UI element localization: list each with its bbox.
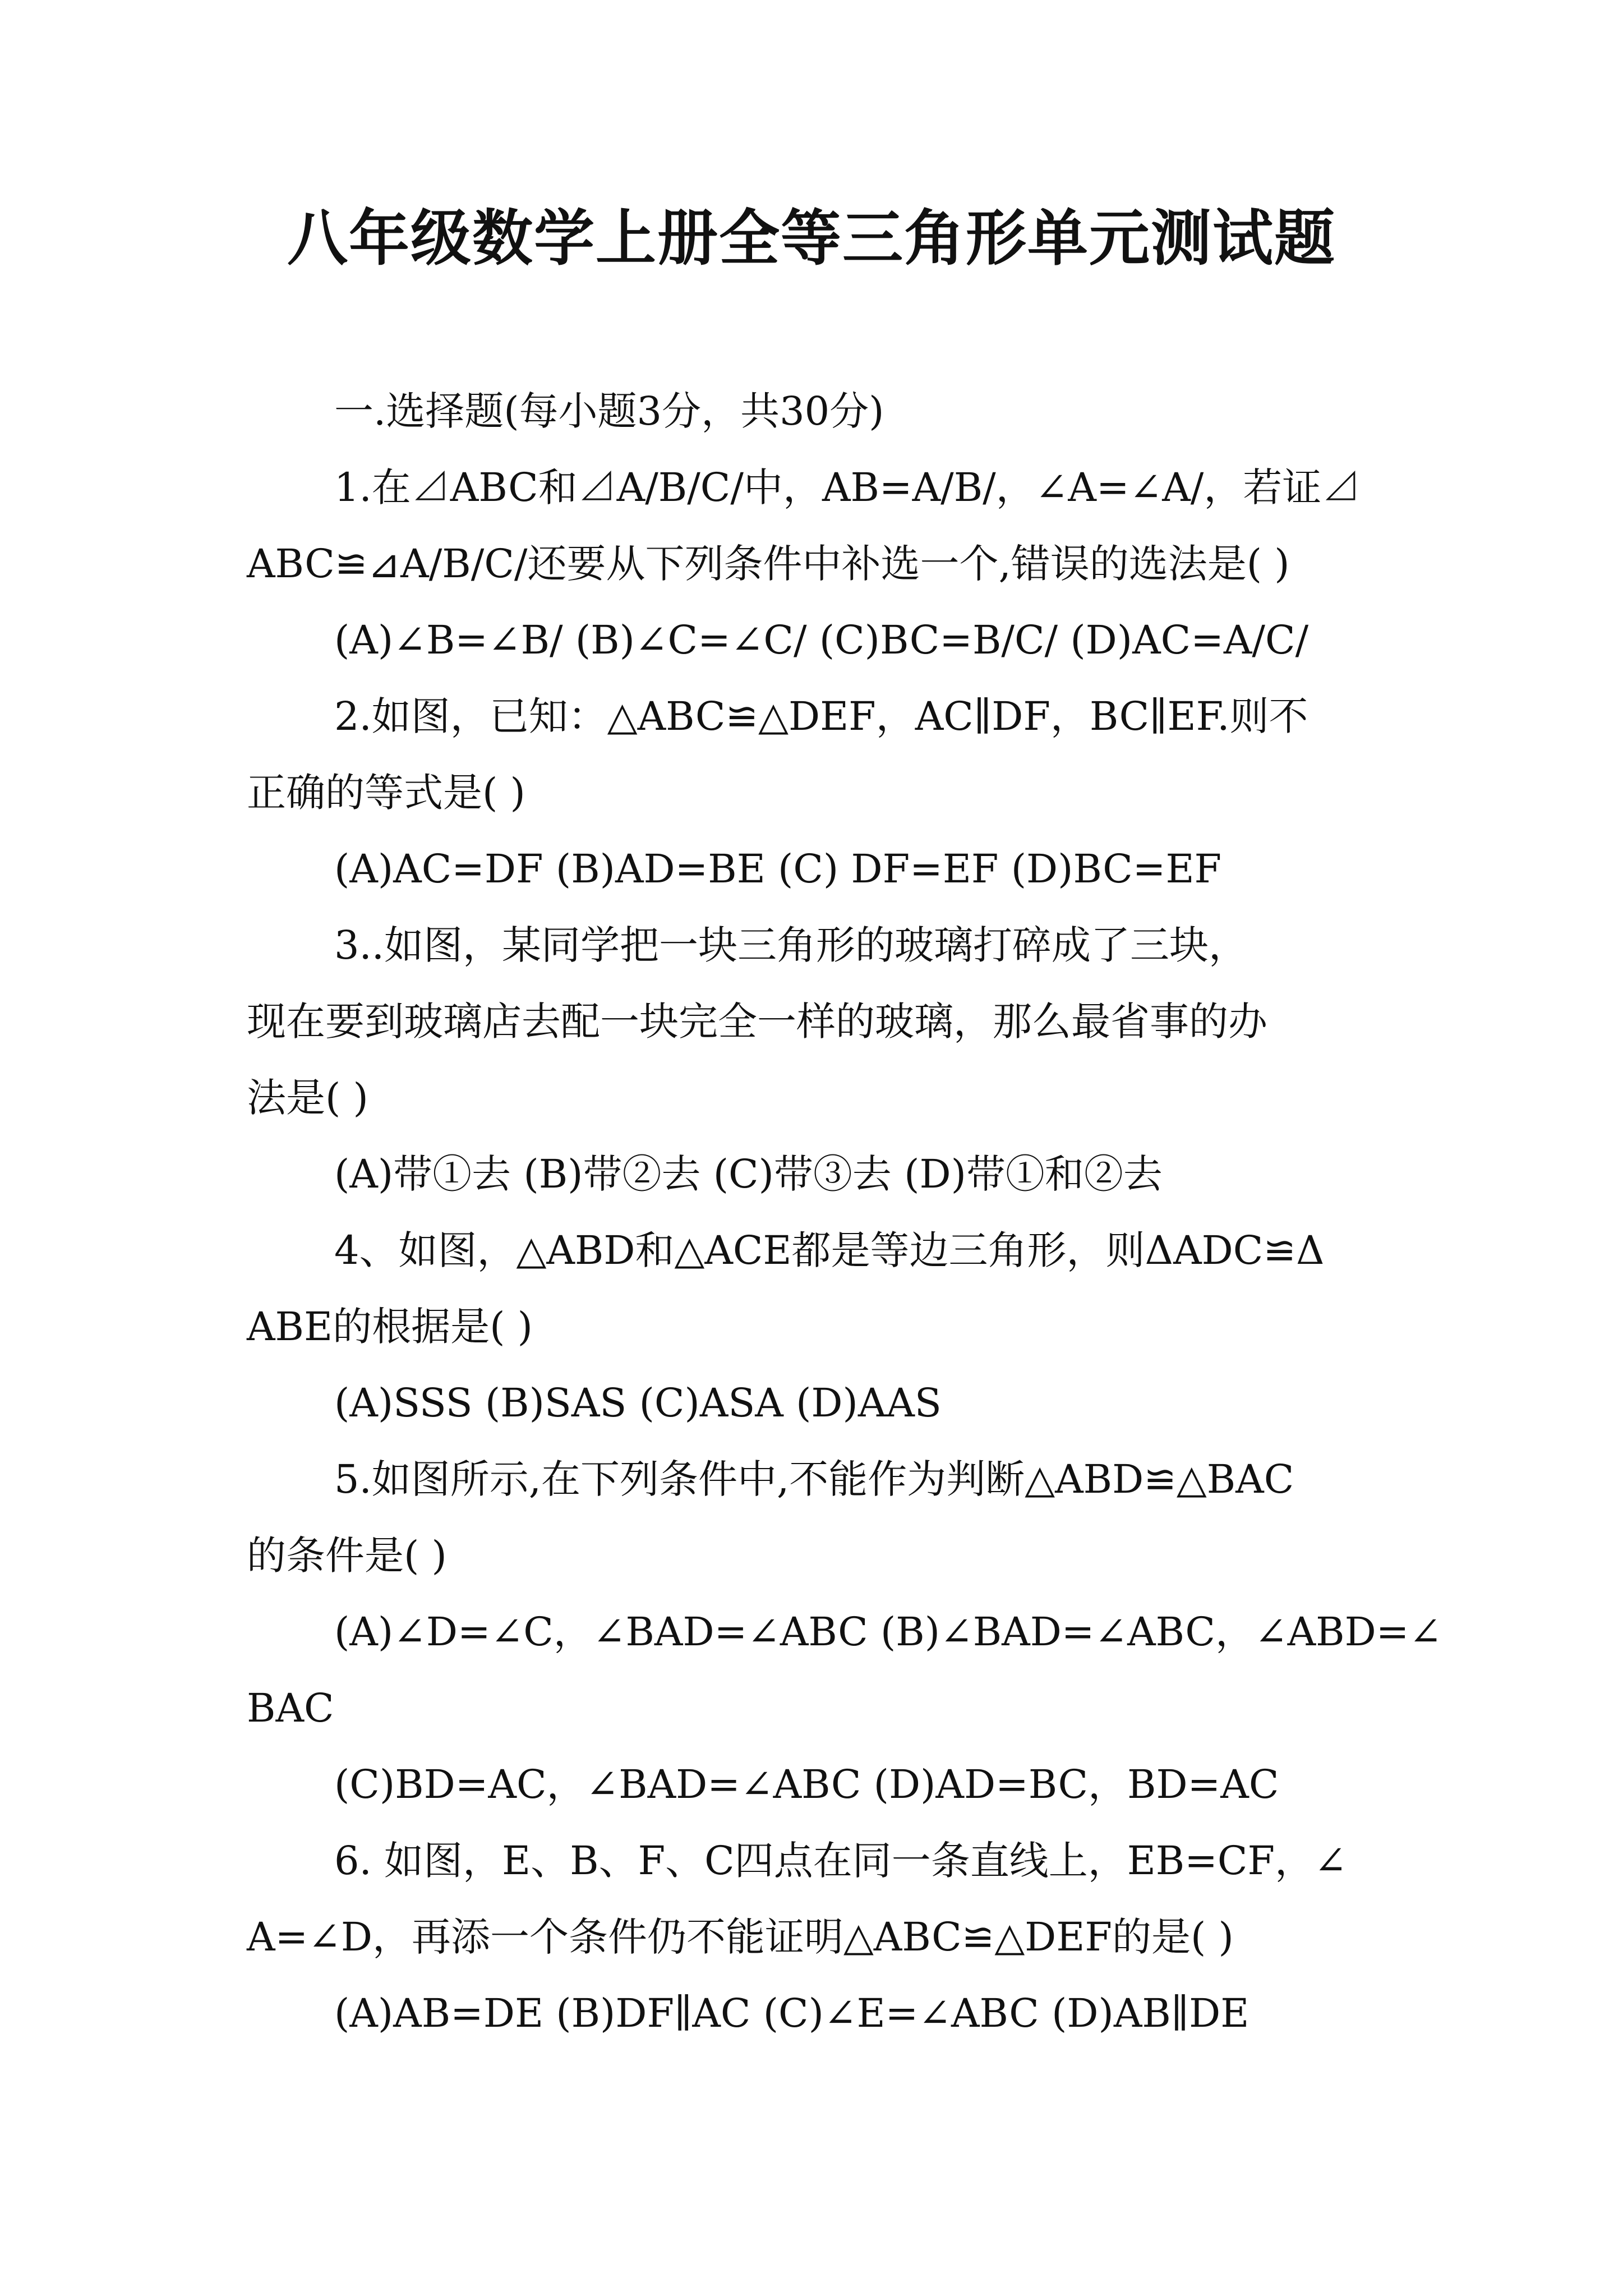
question-3-line-3: 法是( ) bbox=[247, 1075, 368, 1121]
document-title: 八年级数学上册全等三角形单元测试题 bbox=[287, 203, 1336, 274]
question-1-options: (A)∠B=∠B/ (B)∠C=∠C/ (C)BC=B/C/ (D)AC=A/C/ bbox=[334, 617, 1309, 663]
question-3-options: (A)带①去 (B)带②去 (C)带③去 (D)带①和②去 bbox=[334, 1151, 1163, 1197]
question-2-options: (A)AC=DF (B)AD=BE (C) DF=EF (D)BC=EF bbox=[334, 846, 1222, 892]
question-4-line-2: ABE的根据是( ) bbox=[247, 1304, 533, 1350]
question-4-line-1: 4、如图，△ABD和△ACE都是等边三角形，则ΔADC≌Δ bbox=[334, 1227, 1325, 1273]
question-5-line-1: 5.如图所示,在下列条件中,不能作为判断△ABD≌△BAC bbox=[334, 1456, 1294, 1502]
question-6-line-2: A=∠D，再添一个条件仍不能证明△ABC≌△DEF的是( ) bbox=[247, 1914, 1234, 1960]
question-5-options-line-2: BAC bbox=[247, 1685, 334, 1731]
question-2-line-1: 2.如图，已知：△ABC≌△DEF，AC∥DF，BC∥EF.则不 bbox=[334, 693, 1308, 739]
question-3-line-1: 3..如图，某同学把一块三角形的玻璃打碎成了三块， bbox=[334, 922, 1248, 968]
question-6-line-1: 6. 如图，E、B、F、C四点在同一条直线上，EB=CF，∠ bbox=[334, 1838, 1347, 1884]
question-2-line-2: 正确的等式是( ) bbox=[247, 770, 525, 816]
question-4-options: (A)SSS (B)SAS (C)ASA (D)AAS bbox=[334, 1380, 942, 1426]
question-5-options-line-3: (C)BD=AC，∠BAD=∠ABC (D)AD=BC，BD=AC bbox=[334, 1761, 1279, 1807]
section-heading: 一.选择题(每小题3分，共30分) bbox=[334, 388, 884, 434]
question-5-line-2: 的条件是( ) bbox=[247, 1533, 447, 1579]
question-1-line-1: 1.在⊿ABC和⊿A/B/C/中，AB=A/B/，∠A=∠A/，若证⊿ bbox=[334, 464, 1361, 510]
question-1-line-2: ABC≌⊿A/B/C/还要从下列条件中补选一个,错误的选法是( ) bbox=[247, 541, 1290, 587]
question-section bbox=[247, 373, 1442, 2051]
question-5-options-line-1: (A)∠D=∠C，∠BAD=∠ABC (B)∠BAD=∠ABC，∠ABD=∠ bbox=[334, 1609, 1442, 1655]
question-6-options: (A)AB=DE (B)DF∥AC (C)∠E=∠ABC (D)AB∥DE bbox=[334, 1990, 1249, 2036]
question-3-line-2: 现在要到玻璃店去配一块完全一样的玻璃，那么最省事的办 bbox=[247, 999, 1267, 1045]
